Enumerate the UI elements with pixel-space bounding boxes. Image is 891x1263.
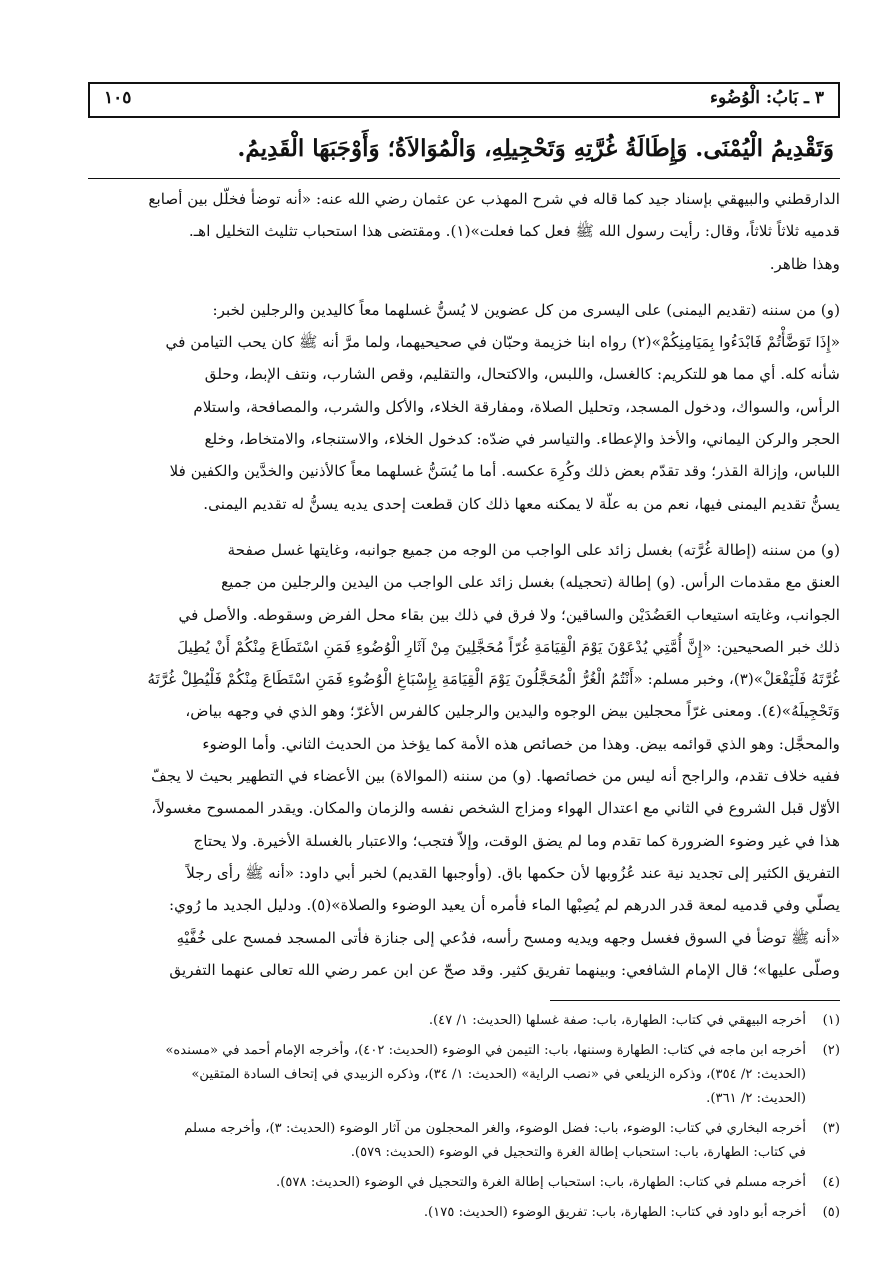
footnote-divider (550, 1000, 840, 1001)
text-line: شأنه كله. أي مما هو للتكريم: كالغسل، واللبس، والاكتحال، والتقليم، وقص الشارب، ونتف الإبط، وحلق (204, 365, 840, 384)
text-line: وهذا ظاهر. (769, 254, 840, 273)
text-line: ففيه خلاف تقدم، والراجح أنه ليس من خصائصها. (و) من سننه (الموالاة) بين الأعضاء في التطهير بحيث لا يجفّ (151, 767, 840, 786)
paragraph (88, 183, 840, 280)
footnote-line: أخرجه أبو داود في كتاب: الطهارة، باب: تفريق الوضوء (الحديث: ١٧٥). (423, 1205, 806, 1221)
text-line: غُرَّتَهُ فَلْيَفْعَلْ»(٣)، وخبر مسلم: «أَنْتُمُ الْغُرُّ الْمُحَجَّلُونَ يَوْمَ الْقِيَامَةِ بِإِسْبَاغِ الْوُضُوءِ فَمَنِ اسْتَطَاعَ مِنْكُمْ فَلْيُطِلْ غُرَّتَهُ (147, 670, 840, 689)
footnote (88, 1009, 840, 1033)
text-line: التفريق الكثير إلى تجديد نية عند عُزُوبها لأن حكمها باق. (وأوجبها القديم) لخبر أبي داود: «أنه ﷺ رأى رجلاً (186, 863, 840, 882)
running-header (88, 82, 840, 118)
footnote (88, 1201, 840, 1225)
paragraph (88, 294, 840, 520)
text-line: هذا في غير وضوء الضرورة كما تقدم وما لم يضق الوقت، وإلاّ فتجب؛ والاعتبار بالغسلة الأخيرة. ولا يحتاج (193, 831, 840, 850)
text-line: والمحجَّل: وهو الذي قوائمه بيض. وهذا من خصائص هذه الأمة كما يؤخذ من الحديث الثاني. وأما الوضوء (202, 734, 840, 753)
text-line: الدارقطني والبيهقي بإسناد جيد كما قاله في شرح المهذب عن عثمان رضي الله عنه: «أنه توضأ فخلّل بين أصابع (148, 190, 840, 208)
text-line: الأوّل قبل الشروع في الثاني مع اعتدال الهواء ومزاج الشخص نفسه والزمان والمكان. ويقدر الممسوح مغسولاً، (151, 799, 840, 818)
commentary-body (88, 183, 840, 986)
text-line: يصلّي وفي قدميه لمعة قدر الدرهم لم يُصِبْها الماء فأمره أن يعيد الوضوء والصلاة»(٥). ودليل الجديد ما رُوي: (169, 896, 840, 915)
footnote-line: (الحديث: ٢/ ٣٥٤)، وذكره الزيلعي في «نصب الراية» (الحديث: ١/ ٣٤)، وذكره الزبيدي في إتحاف السادة المتقين» (191, 1067, 806, 1083)
footnote (88, 1039, 840, 1111)
footnote-line: أخرجه البخاري في كتاب: الوضوء، باب: فضل الوضوء، والغر المحجلون من آثار الوضوء (الحديث: ٣)، وأخرجه مسلم (184, 1121, 806, 1137)
footnote-number: (١) (822, 1013, 840, 1029)
text-line: ذلك خبر الصحيحين: «إِنَّ أُمَّتِي يُدْعَوْنَ يَوْمَ الْقِيَامَةِ غُرّاً مُحَجَّلِينَ مِنْ آثَارِ الْوُضُوءِ فَمَنِ اسْتَطَاعَ مِنْكُمْ أَنْ يُطِيلَ (177, 637, 840, 656)
text-line: قدميه ثلاثاً ثلاثاً، وقال: رأيت رسول الله ﷺ فعل كما فعلت»(١). ومقتضى هذا استحباب تثليث التخليل اهـ. (188, 222, 840, 241)
footnote-number: (٣) (822, 1121, 840, 1137)
page-number: ١٠٥ (104, 88, 132, 108)
text-line: الجوانب، وغايته استيعاب العَضُدَيْن والساقين؛ ولا فرق في ذلك بين بقاء محل الفرض وسقوطه. والأصل في (178, 605, 840, 624)
text-line: (و) من سننه (تقديم اليمنى) على اليسرى من كل عضوين لا يُسنُّ غسلهما معاً كاليدين والرجلين لخبر: (212, 300, 840, 319)
chapter-title: ٣ ـ بَابُ: الْوُضُوء (710, 88, 824, 108)
text-line: اللباس، وإزالة القذر؛ وقد تقدّم بعض ذلك وكُرِهَ عكسه. أما ما يُسَنُّ غسلهما معاً كالأذنين والخدَّين والكفين فلا (169, 462, 840, 481)
footnote (88, 1171, 840, 1195)
book-page (88, 82, 840, 1231)
text-line: «إِذَا تَوَضَّأْتُمْ فَابْدَءُوا بِمَيَامِنِكُمْ»(٢) رواه ابنا خزيمة وحبّان في صحيحيهما، ولما مرَّ أنه ﷺ كان يحب التيامن في (165, 333, 840, 352)
footnote-number: (٢) (822, 1043, 840, 1059)
text-line: وصلّى عليها»؛ قال الإمام الشافعي: وبينهما تفريق كثير. وقد صحّ عن ابن عمر رضي الله تعالى عنهما التفريق (169, 960, 840, 979)
text-line: الحجر والركن اليماني، والأخذ والإعطاء. والتياسر في ضدّه: كدخول الخلاء، والاستنجاء، والامتخاط، وخلع (204, 430, 840, 449)
matn-text: وَتَقْدِيمُ الْيُمْنَى. وَإِطَالَةُ غُرَّتِهِ وَتَحْجِيلِهِ، وَالْمُوَالاَةُ؛ وَأَوْجَبَهَا الْقَدِيمُ. (237, 135, 834, 162)
text-line: يسنُّ تقديم اليمنى فيها، نعم من به علّة لا يمكنه معها ذلك كان قطعت إحدى يديه يسنُّ له تقديم اليمنى. (203, 494, 840, 513)
paragraph (88, 534, 840, 986)
text-line: «أنه ﷺ توضأ في السوق فغسل وجهه ويديه ومسح رأسه، فدُعي إلى جنازة فأتى المسجد فمسح على خُفَّيْهِ (176, 928, 840, 947)
footnotes (88, 1009, 840, 1225)
text-line: العنق مع مقدمات الرأس. (و) إطالة (تحجيله) بغسل زائد على الواجب من اليدين والرجلين من جميع (221, 573, 840, 592)
footnote-line: أخرجه مسلم في كتاب: الطهارة، باب: استحباب إطالة الغرة والتحجيل في الوضوء (الحديث: ٥٧٨). (276, 1175, 806, 1191)
matn-divider (88, 178, 840, 179)
text-line: (و) من سننه (إطالة غُرَّته) بغسل زائد على الواجب من الوجه من جميع جوانبه، وغايتها غسل صفحة (227, 540, 840, 559)
footnote-line: أخرجه ابن ماجه في كتاب: الطهارة وسننها، باب: التيمن في الوضوء (الحديث: ٤٠٢)، وأخرجه الإمام أحمد في «مسنده» (165, 1043, 806, 1059)
footnote-line: (الحديث: ٢/ ٣٦١). (706, 1091, 806, 1107)
footnote-number: (٤) (822, 1175, 840, 1191)
text-line: الرأس، والسواك، ودخول المسجد، وتحليل الصلاة، ومفارقة الخلاء، والأكل والشرب، والمصافحة، واستلام (193, 397, 840, 416)
footnote-line: في كتاب: الطهارة، باب: استحباب إطالة الغرة والتحجيل في الوضوء (الحديث: ٥٧٩). (350, 1145, 806, 1161)
footnote (88, 1117, 840, 1165)
footnote-line: أخرجه البيهقي في كتاب: الطهارة، باب: صفة غسلها (الحديث: ١/ ٤٧). (428, 1013, 806, 1029)
footnote-number: (٥) (822, 1205, 840, 1221)
text-line: وَتَحْجِيلَهُ»(٤). ومعنى غرّاً محجلين بيض الوجوه واليدين والرجلين كالفرس الأغرّ؛ وهو الذي في وجهه بياض، (185, 702, 840, 721)
